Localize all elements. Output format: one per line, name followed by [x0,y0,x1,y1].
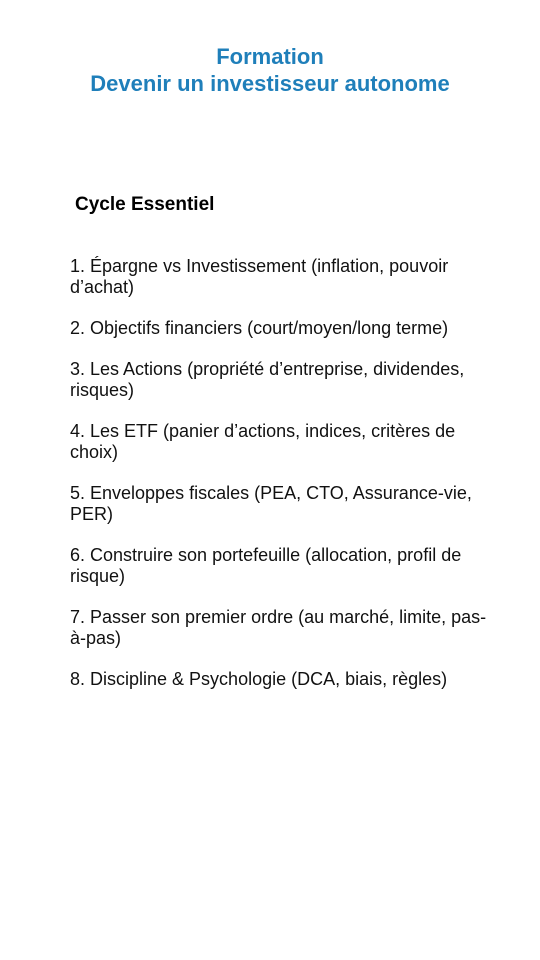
section-heading: Cycle Essentiel [75,194,215,215]
module-item-5: 5. Enveloppes fiscales (PEA, CTO, Assurance-vie, PER) [70,483,472,524]
title-line-subtitle: Devenir un investisseur autonome [90,71,450,96]
module-item-3: 3. Les Actions (propriété d’entreprise, dividendes, risques) [70,359,465,400]
title-line-formation: Formation [216,44,324,69]
module-list [70,256,500,710]
module-item-6: 6. Construire son portefeuille (allocation, profil de risque) [70,545,462,586]
page-title [0,43,540,97]
module-item-4: 4. Les ETF (panier d’actions, indices, critères de choix) [70,421,456,462]
module-item-1: 1. Épargne vs Investissement (inflation, pouvoir d’achat) [70,256,449,297]
module-item-2: 2. Objectifs financiers (court/moyen/long terme) [70,318,449,338]
module-item-7: 7. Passer son premier ordre (au marché, limite, pas-à-pas) [70,607,487,648]
module-item-8: 8. Discipline & Psychologie (DCA, biais, règles) [70,669,448,689]
